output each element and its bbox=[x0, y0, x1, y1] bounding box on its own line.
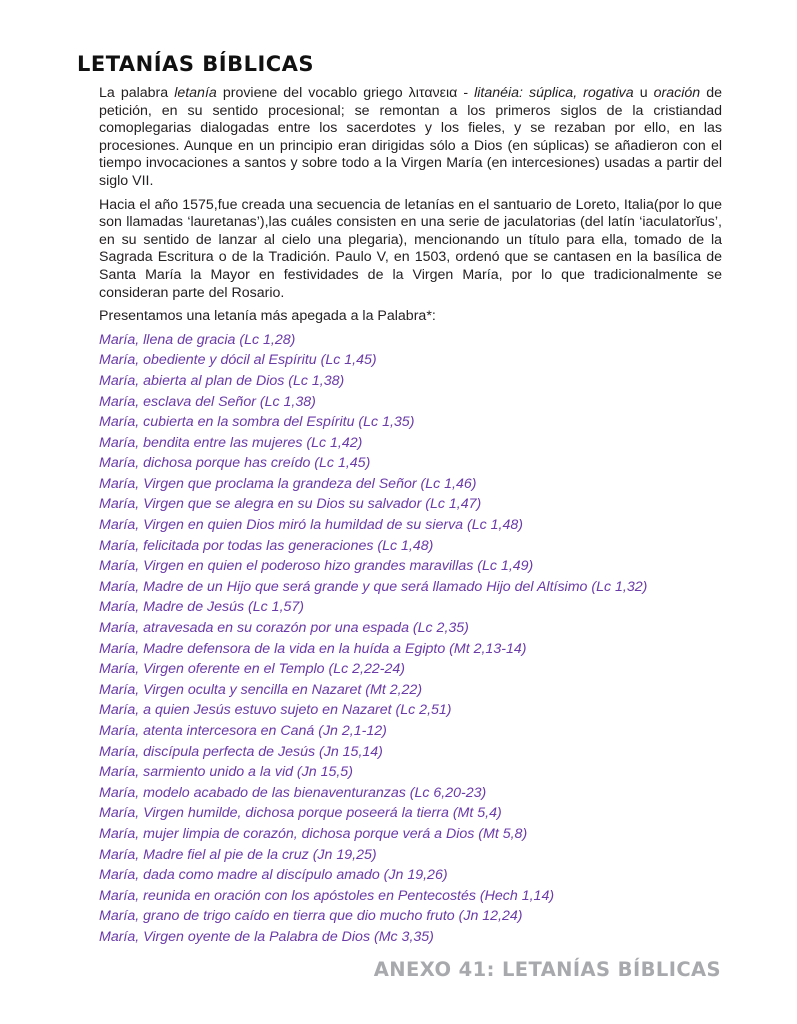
litany-item: María, a quien Jesús estuvo sujeto en Nazaret (Lc 2,51) bbox=[99, 702, 452, 719]
litany-item: María, bendita entre las mujeres (Lc 1,42) bbox=[99, 434, 363, 451]
emphasis-letania: letanía bbox=[174, 85, 217, 101]
history-paragraph: Hacia el año 1575,fue creada una secuencia de letanías en el santuario de Loreto, Italia(por lo que son llamadas ‘lauretanas’),las cuáles consisten en una serie de jaculatorias (del latín ‘iaculatorĭus’, en su sentido de lanzar al cielo una plegaria), mencionando un título para ella, tomado de la Sagrada Escritura o de la Tradición. Paulo V, en 1503, ordenó que se cantasen en la basílica de Santa María la Mayor en festividades de la Virgen María, por lo que tradicionalmente se consideran parte del Rosario. bbox=[99, 196, 722, 301]
text-span: de petición, en su sentido procesional; se remontan a los primeros siglos de la cristiandad comoplegarias dialogadas entre los sacerdotes y los fieles, y se rezaban por ello, en las procesiones. Aunque en un principio eran dirigidas sólo a Dios (en súplicas) se añadieron con el tiempo invocaciones a santos y sobre todo a la Virgen María (en intercesiones) usadas a partir del siglo VII. bbox=[99, 85, 722, 189]
emphasis-oracion: oración bbox=[653, 85, 701, 101]
text-span: La palabra bbox=[99, 85, 175, 101]
litany-list bbox=[99, 330, 722, 948]
intro-paragraph-origin bbox=[99, 85, 722, 191]
page-title: LETANÍAS BÍBLICAS bbox=[77, 52, 315, 76]
text-span: u bbox=[633, 85, 654, 101]
litany-item: María, esclava del Señor (Lc 1,38) bbox=[99, 393, 316, 410]
litany-item: María, llena de gracia (Lc 1,28) bbox=[99, 331, 296, 348]
emphasis-litaneia: litanéia: súplica, rogativa bbox=[474, 85, 634, 101]
litany-item: María, cubierta en la sombra del Espíritu (Lc 1,35) bbox=[99, 414, 415, 431]
litany-item: María, modelo acabado de las bienaventuranzas (Lc 6,20-23) bbox=[99, 784, 487, 801]
litany-item: María, dada como madre al discípulo amado (Jn 19,26) bbox=[99, 867, 448, 884]
main-content bbox=[99, 85, 722, 948]
litany-item: María, Madre fiel al pie de la cruz (Jn 19,25) bbox=[99, 846, 377, 863]
litany-item: María, grano de trigo caído en tierra que dio mucho fruto (Jn 12,24) bbox=[99, 908, 523, 925]
litany-item: María, Virgen oferente en el Templo (Lc 2,22-24) bbox=[99, 661, 405, 678]
litany-item: María, Virgen oyente de la Palabra de Dios (Mc 3,35) bbox=[99, 928, 434, 945]
litany-item: María, reunida en oración con los apóstoles en Pentecostés (Hech 1,14) bbox=[99, 887, 555, 904]
litany-item: María, abierta al plan de Dios (Lc 1,38) bbox=[99, 372, 345, 389]
litany-item: María, Virgen que se alegra en su Dios su salvador (Lc 1,47) bbox=[99, 496, 482, 513]
litany-item: María, felicitada por todas las generaciones (Lc 1,48) bbox=[99, 537, 434, 554]
litany-item: María, obediente y dócil al Espíritu (Lc 1,45) bbox=[99, 352, 377, 369]
litany-item: María, Virgen humilde, dichosa porque poseerá la tierra (Mt 5,4) bbox=[99, 805, 502, 822]
litany-item: María, Virgen en quien Dios miró la humildad de su sierva (Lc 1,48) bbox=[99, 517, 523, 534]
litany-item: María, Virgen en quien el poderoso hizo grandes maravillas (Lc 1,49) bbox=[99, 558, 534, 575]
text-span: proviene del vocablo griego λιτανεια - bbox=[216, 85, 475, 101]
litany-item: María, atravesada en su corazón por una espada (Lc 2,35) bbox=[99, 620, 469, 637]
litany-item: María, Madre de Jesús (Lc 1,57) bbox=[99, 599, 305, 616]
footer-annex-title: ANEXO 41: LETANÍAS BÍBLICAS bbox=[373, 958, 721, 981]
litany-item: María, mujer limpia de corazón, dichosa porque verá a Dios (Mt 5,8) bbox=[99, 825, 528, 842]
litany-item: María, discípula perfecta de Jesús (Jn 15,14) bbox=[99, 743, 383, 760]
litany-item: María, Virgen oculta y sencilla en Nazaret (Mt 2,22) bbox=[99, 681, 423, 698]
litany-intro: Presentamos una letanía más apegada a la Palabra*: bbox=[99, 308, 436, 325]
litany-item: María, Madre defensora de la vida en la huída a Egipto (Mt 2,13-14) bbox=[99, 640, 527, 657]
litany-item: María, Virgen que proclama la grandeza del Señor (Lc 1,46) bbox=[99, 475, 477, 492]
litany-item: María, dichosa porque has creído (Lc 1,45) bbox=[99, 455, 371, 472]
litany-item: María, Madre de un Hijo que será grande y que será llamado Hijo del Altísimo (Lc 1,32) bbox=[99, 578, 648, 595]
litany-item: María, atenta intercesora en Caná (Jn 2,1-12) bbox=[99, 723, 387, 739]
litany-item: María, sarmiento unido a la vid (Jn 15,5) bbox=[99, 764, 353, 781]
